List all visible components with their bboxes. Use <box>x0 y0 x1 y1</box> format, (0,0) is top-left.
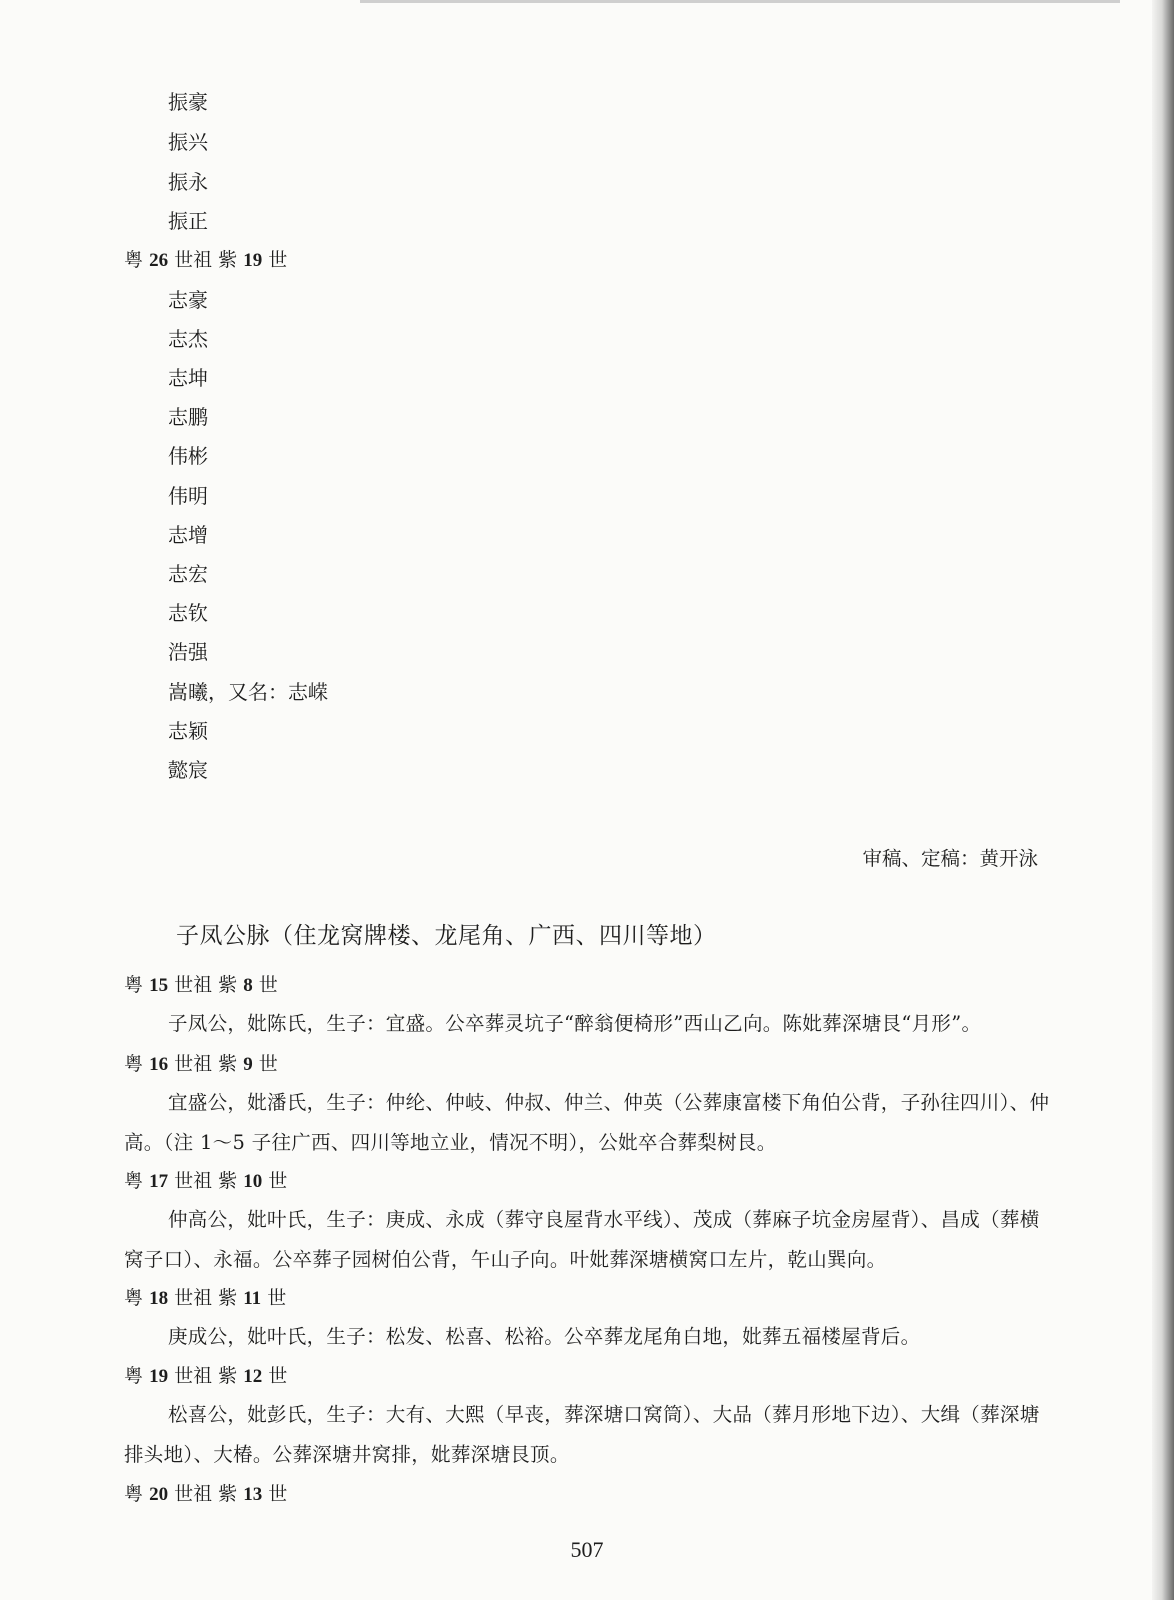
name-item: 懿宸 <box>168 758 208 782</box>
generation-heading: 粤 18 世祖 紫 11 世 <box>124 1287 287 1309</box>
name-item: 志颖 <box>168 719 208 743</box>
name-item: 振豪 <box>168 90 208 114</box>
name-item: 振正 <box>168 209 208 233</box>
name-item: 嵩曦，又名：志嵘 <box>168 680 328 704</box>
page-number: 507 <box>570 1537 604 1562</box>
name-item: 志杰 <box>168 327 208 351</box>
name-item: 振永 <box>168 170 208 194</box>
name-item: 伟明 <box>168 484 208 508</box>
scan-edge-right <box>1152 0 1174 1600</box>
generation-heading: 粤 20 世祖 紫 13 世 <box>124 1483 288 1505</box>
generation-heading: 粤 17 世祖 紫 10 世 <box>124 1170 288 1192</box>
scan-edge-top <box>360 0 1120 3</box>
name-item: 志鹏 <box>168 405 208 429</box>
generation-heading: 粤 19 世祖 紫 12 世 <box>124 1365 288 1387</box>
name-item: 浩强 <box>168 640 208 664</box>
name-item: 志坤 <box>168 366 208 390</box>
credit-line: 审稿、定稿：黄开泳 <box>862 847 1038 870</box>
name-item: 志增 <box>168 523 208 547</box>
generation-heading: 粤 16 世祖 紫 9 世 <box>124 1053 278 1075</box>
name-item: 伟彬 <box>168 444 208 468</box>
entry-paragraph: 宜盛公，妣潘氏，生子：仲纶、仲岐、仲叔、仲兰、仲英（公葬康富楼下角伯公背，子孙往四川）、仲高。（注 1～5 子往广西、四川等地立业，情况不明），公妣卒合葬梨树艮。 <box>124 1091 1050 1154</box>
entry-paragraph: 松喜公，妣彭氏，生子：大有、大熙（早丧，葬深塘口窝筒）、大品（葬月形地下边）、大缉（葬深塘排头地）、大椿。公葬深塘井窝排，妣葬深塘艮顶。 <box>124 1403 1040 1466</box>
entry-paragraph: 子凤公，妣陈氏，生子：宜盛。公卒葬灵坑子“醉翁便椅形”西山乙向。陈妣葬深塘艮“月形”。 <box>168 1012 982 1035</box>
generation-heading: 粤 26 世祖 紫 19 世 <box>124 249 288 271</box>
entry-paragraph: 庚成公，妣叶氏，生子：松发、松喜、松裕。公卒葬龙尾角白地，妣葬五福楼屋背后。 <box>168 1325 921 1348</box>
name-item: 振兴 <box>168 130 208 154</box>
generation-heading: 粤 15 世祖 紫 8 世 <box>124 974 278 996</box>
name-item: 志钦 <box>168 601 208 625</box>
name-item: 志豪 <box>168 288 208 312</box>
section-title: 子凤公脉（住龙窝牌楼、龙尾角、广西、四川等地） <box>176 923 717 949</box>
entry-paragraph: 仲高公，妣叶氏，生子：庚成、永成（葬守良屋背水平线）、茂成（葬麻子坑金房屋背）、昌成（葬横窝子口）、永福。公卒葬子园树伯公背，午山子向。叶妣葬深塘横窝口左片，乾山巽向。 <box>124 1208 1040 1271</box>
name-item: 志宏 <box>168 562 208 586</box>
